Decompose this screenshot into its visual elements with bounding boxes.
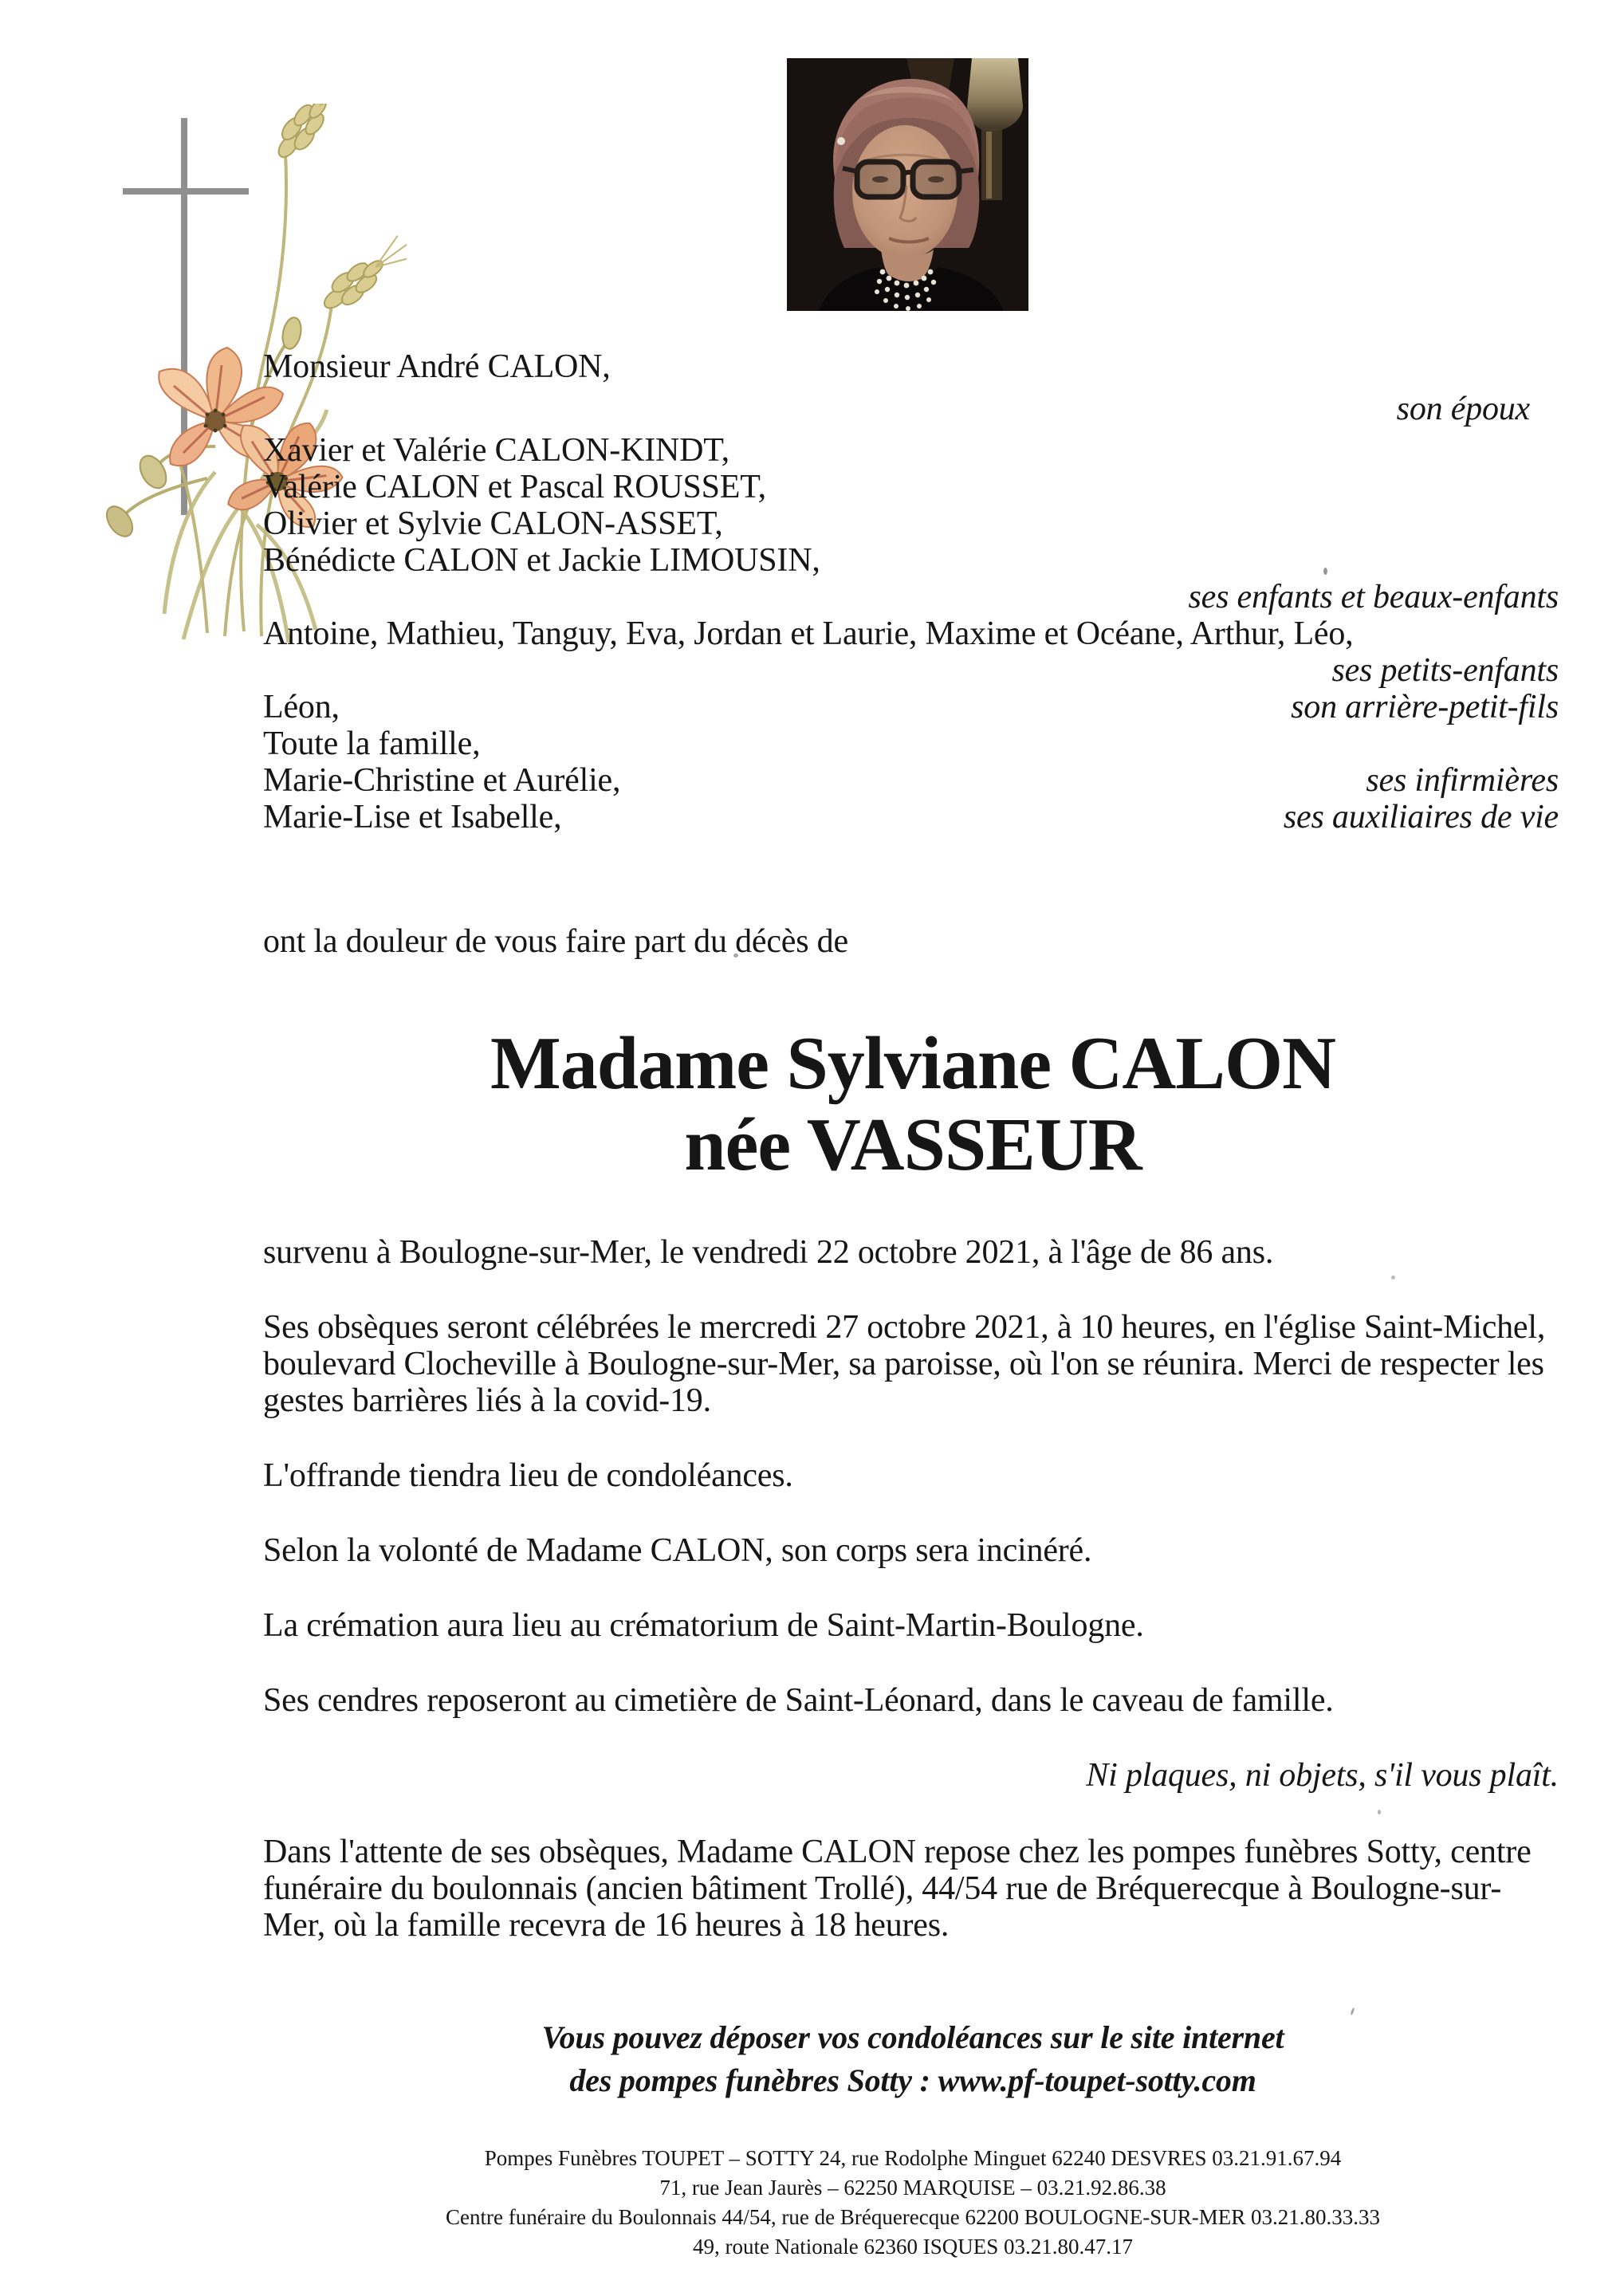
husband-role: son époux [1396, 391, 1530, 427]
scan-speck [1378, 1810, 1381, 1814]
funeral-home-address: 49, route Nationale 62360 ISQUES 03.21.80.47.17 [693, 2235, 1133, 2259]
portrait-photo [787, 58, 1028, 311]
online-condolences-line: Vous pouvez déposer vos condoléances sur le site internet [541, 2019, 1284, 2055]
nurses-names: Marie-Christine et Aurélie, [263, 762, 621, 799]
funeral-home-address: Centre funéraire du Boulonnais 44/54, rue de Bréquerecque 62200 BOULOGNE-SUR-MER 03.21.80.33.33 [445, 2205, 1381, 2229]
funeral-info-line: gestes barrières liés à la covid-19. [263, 1382, 711, 1419]
offering-note: L'offrande tiendra lieu de condoléances. [263, 1457, 793, 1494]
funeral-info-line: boulevard Clocheville à Boulogne-sur-Mer, sa paroisse, où l'on se réunira. Merci de respecter les [263, 1346, 1544, 1382]
nurses-role: ses infirmières [1366, 762, 1559, 799]
scan-speck [1323, 568, 1327, 575]
child-name: Bénédicte CALON et Jackie LIMOUSIN, [263, 542, 820, 579]
grandchildren-role: ses petits-enfants [1331, 652, 1559, 689]
announcement-intro: ont la douleur de vous faire part du décès de [263, 923, 848, 960]
child-name: Xavier et Valérie CALON-KINDT, [263, 432, 729, 469]
repose-info-line: funéraire du boulonnais (ancien bâtiment Trollé), 44/54 rue de Bréquerecque à Boulogne-sur- [263, 1870, 1502, 1907]
grandchildren-names: Antoine, Mathieu, Tanguy, Eva, Jordan et Laurie, Maxime et Océane, Arthur, Léo, [263, 615, 1354, 652]
online-condolences-line: des pompes funèbres Sotty : www.pf-toupet-sotty.com [569, 2062, 1256, 2098]
death-info: survenu à Boulogne-sur-Mer, le vendredi 22 octobre 2021, à l'âge de 86 ans. [263, 1234, 1274, 1271]
child-name: Valérie CALON et Pascal ROUSSET, [263, 469, 766, 505]
maiden-name: née VASSEUR [684, 1103, 1142, 1186]
funeral-home-address: 71, rue Jean Jaurès – 62250 MARQUISE – 03.21.92.86.38 [659, 2176, 1166, 2200]
scan-speck [1350, 2007, 1355, 2015]
child-name: Olivier et Sylvie CALON-ASSET, [263, 505, 723, 542]
ashes-info: Ses cendres reposeront au cimetière de Saint-Léonard, dans le caveau de famille. [263, 1682, 1334, 1719]
scan-speck [1391, 1276, 1395, 1280]
repose-info-line: Dans l'attente de ses obsèques, Madame CALON repose chez les pompes funèbres Sotty, centre [263, 1834, 1532, 1870]
funeral-home-address: Pompes Funèbres TOUPET – SOTTY 24, rue Rodolphe Minguet 62240 DESVRES 03.21.91.67.94 [484, 2146, 1342, 2170]
whole-family: Toute la famille, [263, 725, 481, 762]
repose-info-line: Mer, où la famille recevra de 16 heures à 18 heures. [263, 1907, 950, 1944]
husband-name: Monsieur André CALON, [263, 348, 611, 385]
great-grandson-name: Léon, [263, 689, 340, 725]
wheat-head-icon [269, 104, 358, 166]
cremation-place: La crémation aura lieu au crématorium de Saint-Martin-Boulogne. [263, 1607, 1144, 1644]
deceased-name: Madame Sylviane CALON [490, 1022, 1335, 1105]
care-aides-names: Marie-Lise et Isabelle, [263, 799, 562, 835]
no-plaques-note: Ni plaques, ni objets, s'il vous plaît. [1086, 1757, 1559, 1794]
children-role: ses enfants et beaux-enfants [1188, 579, 1559, 615]
wheat-head-icon [316, 230, 407, 318]
funeral-info-line: Ses obsèques seront célébrées le mercredi 27 octobre 2021, à 10 heures, en l'église Saint-Michel, [263, 1309, 1546, 1346]
care-aides-role: ses auxiliaires de vie [1283, 799, 1559, 835]
great-grandson-role: son arrière-petit-fils [1291, 689, 1559, 725]
cremation-wish: Selon la volonté de Madame CALON, son corps sera incinéré. [263, 1532, 1092, 1569]
